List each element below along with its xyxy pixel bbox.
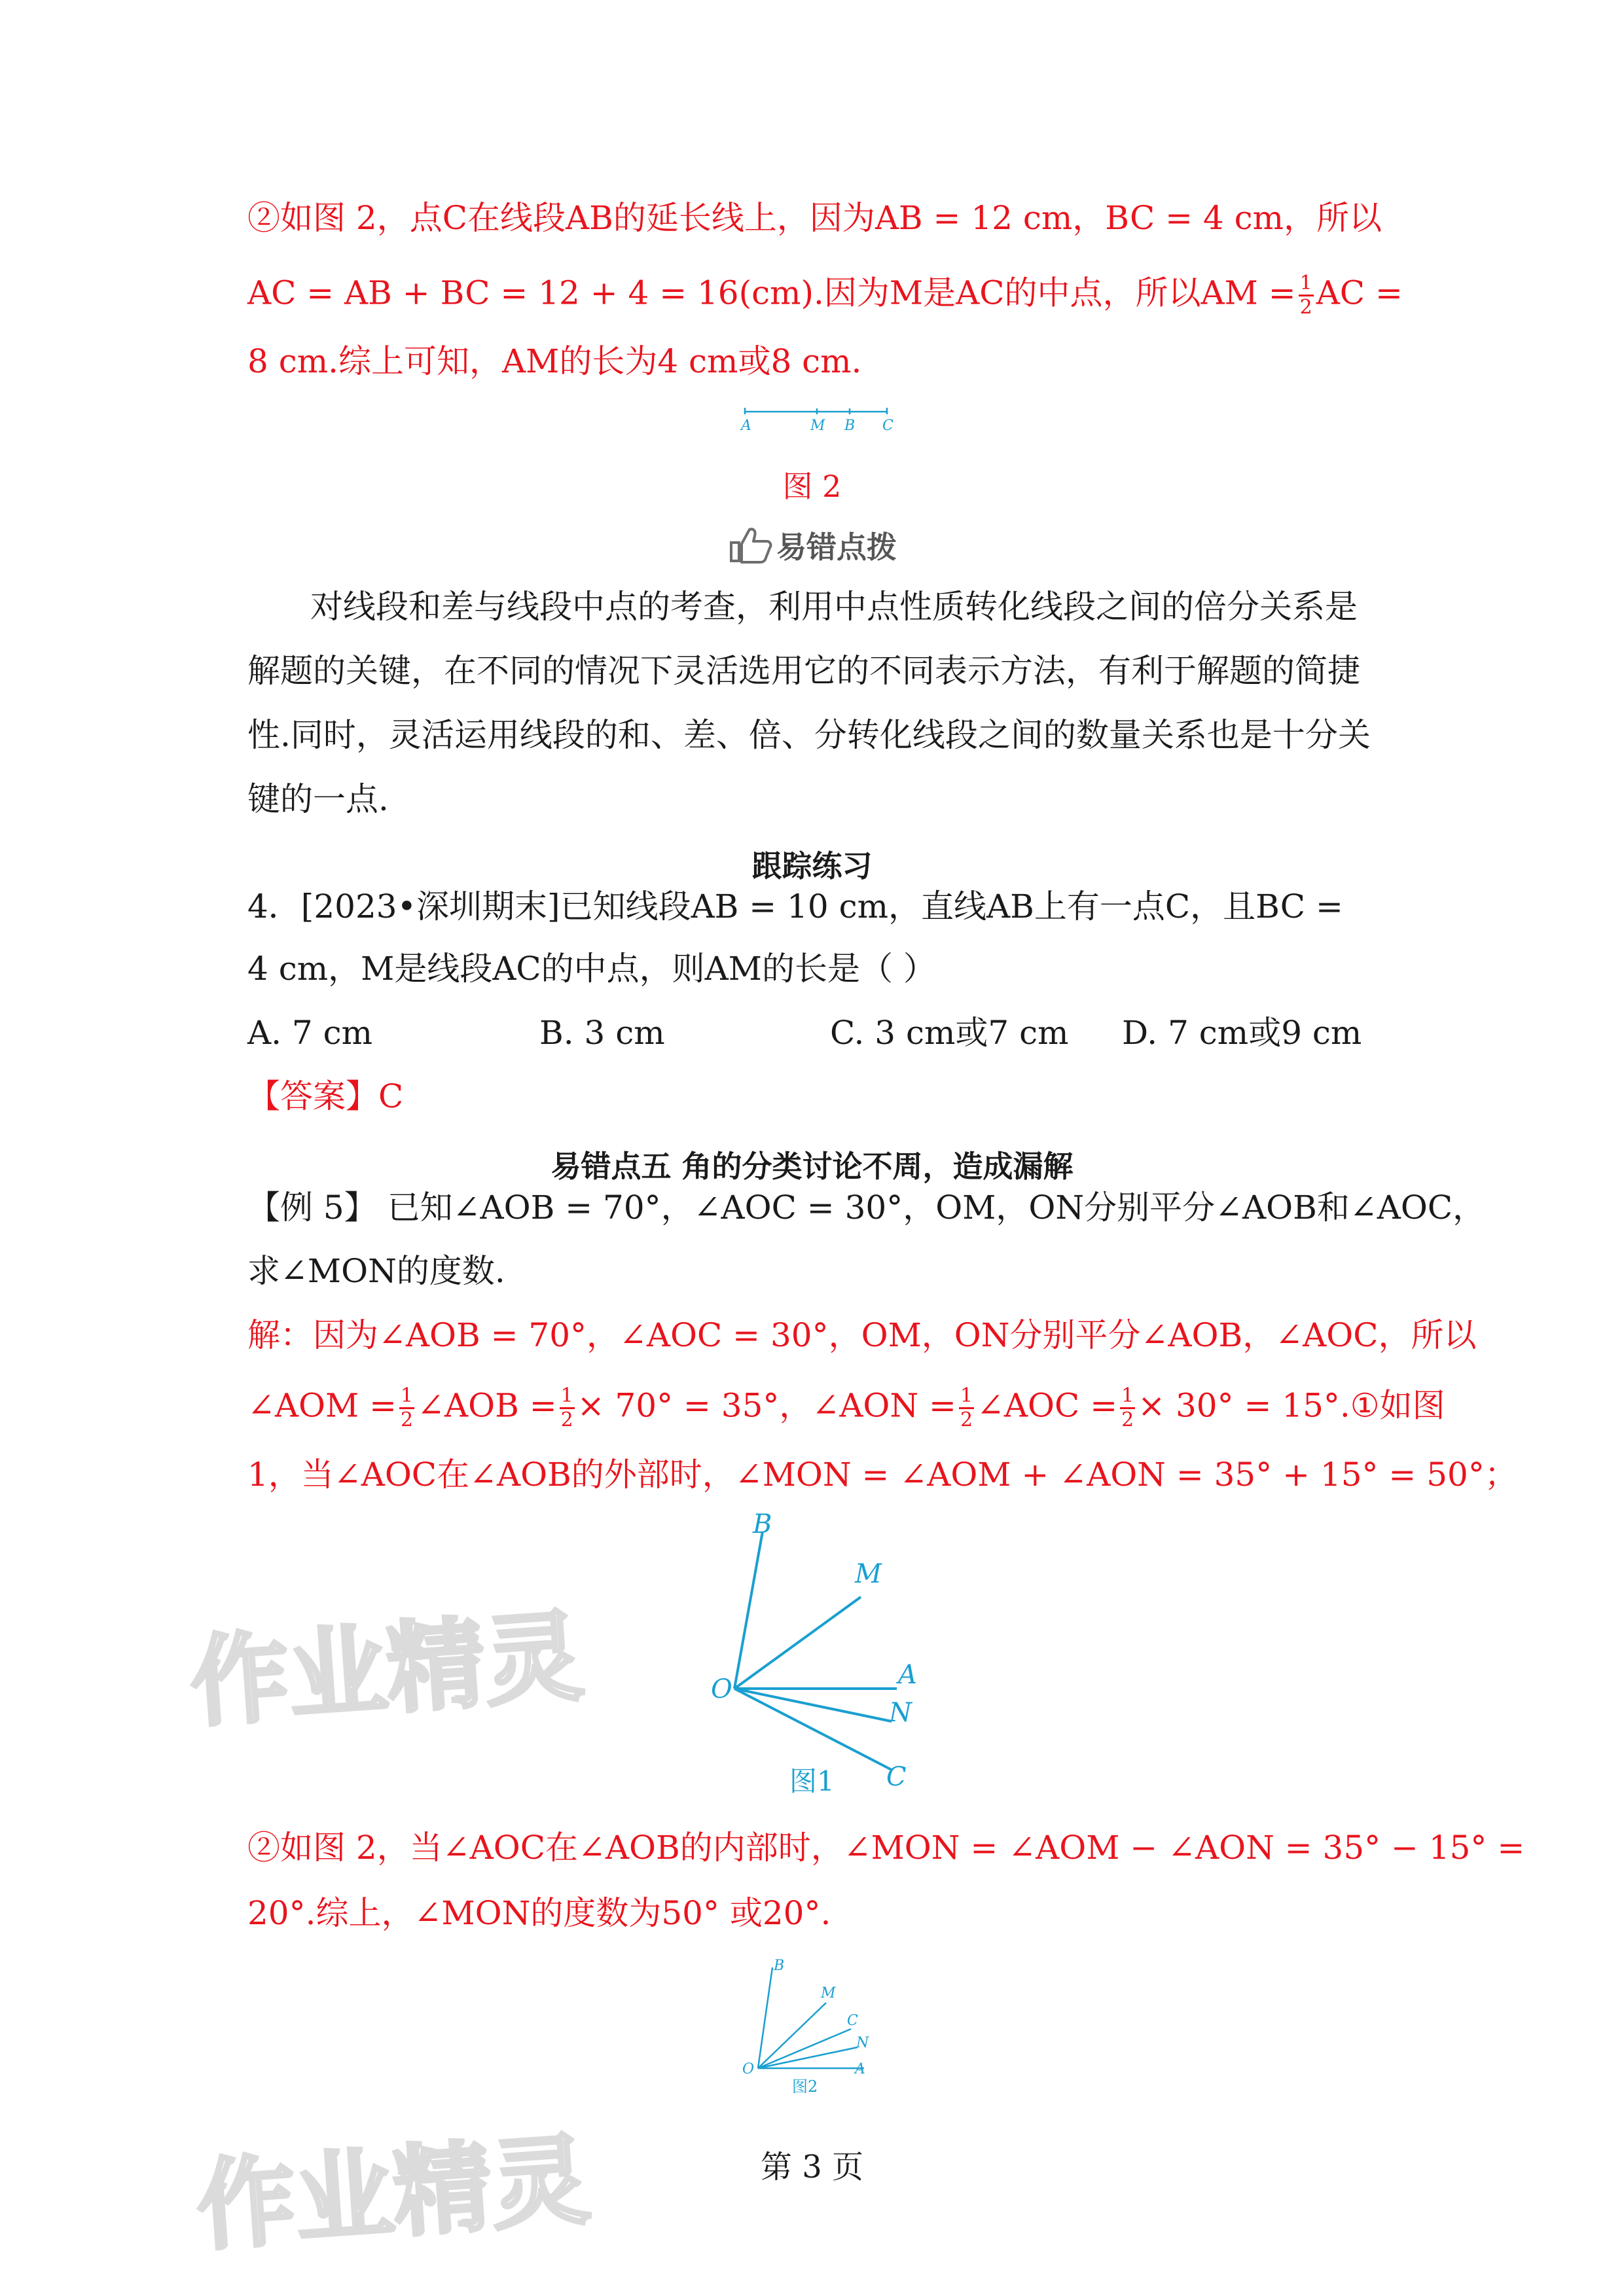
solution-line: 解：因为∠AOB = 70°，∠AOC = 30°，OM，ON分别平分∠AOB，∠AOC，所以 bbox=[247, 1316, 1477, 1354]
option-a: A. 7 cm bbox=[247, 1014, 373, 1052]
figure-caption: 图1 bbox=[789, 1765, 835, 1797]
point-label-n: N bbox=[889, 1698, 912, 1728]
solution-line: 20°.综上，∠MON的度数为50° 或20°. bbox=[247, 1894, 831, 1932]
point-label-b: B bbox=[844, 418, 856, 434]
tip-paragraph: 解题的关键，在不同的情况下灵活选用它的不同表示方法，有利于解题的简捷 bbox=[247, 652, 1360, 690]
solution-line bbox=[247, 274, 1403, 317]
example-line: 求∠MON的度数. bbox=[247, 1252, 505, 1290]
practice-heading: 跟踪练习 bbox=[751, 848, 873, 884]
solution-line: ②如图 2，当∠AOC在∠AOB的内部时，∠MON = ∠AOM − ∠AON = 35° − 15° = bbox=[247, 1829, 1525, 1867]
fraction: $\frac{1}{2}$ bbox=[960, 1384, 973, 1431]
angle-figure-2 bbox=[738, 1957, 882, 2101]
point-label-c: C bbox=[847, 2013, 858, 2029]
tip-title: 易错点拨 bbox=[776, 529, 897, 565]
point-label-m: M bbox=[810, 418, 825, 434]
figure-caption: 图2 bbox=[792, 2077, 818, 2096]
point-label-n: N bbox=[856, 2035, 869, 2051]
solution-line: 1，当∠AOC在∠AOB的外部时，∠MON = ∠AOM + ∠AON = 35° + 15° = 50°； bbox=[247, 1456, 1517, 1494]
point-label-c: C bbox=[886, 1762, 907, 1792]
fraction: $\frac{1}{2}$ bbox=[1299, 272, 1312, 319]
section-heading: 易错点五 角的分类讨论不周，造成漏解 bbox=[550, 1149, 1074, 1184]
option-b: B. 3 cm bbox=[539, 1014, 665, 1052]
point-label-b: B bbox=[774, 1958, 785, 1974]
solution-line: ②如图 2，点C在线段AB的延长线上，因为AB = 12 cm，BC = 4 cm，所以 bbox=[247, 199, 1382, 237]
tip-paragraph: 对线段和差与线段中点的考查，利用中点性质转化线段之间的倍分关系是 bbox=[310, 588, 1358, 626]
angle-figure-1 bbox=[700, 1505, 949, 1806]
point-label-o: O bbox=[742, 2061, 755, 2077]
solution-text: AC = AB + BC = 12 + 4 = 16(cm).因为M是AC的中点，所以AM = bbox=[247, 274, 1296, 312]
thumbs-up-icon bbox=[727, 526, 773, 565]
option-c: C. 3 cm或7 cm bbox=[830, 1014, 1069, 1052]
tip-paragraph: 键的一点. bbox=[247, 780, 389, 818]
point-label-m: M bbox=[821, 1985, 836, 2001]
point-label-m: M bbox=[855, 1559, 882, 1589]
question-line: 4．[2023•深圳期末]已知线段AB = 10 cm，直线AB上有一点C，且BC = bbox=[247, 888, 1343, 925]
point-label-a: A bbox=[741, 418, 751, 434]
answer-line: 【答案】C bbox=[247, 1077, 404, 1115]
point-label-a: A bbox=[898, 1660, 917, 1690]
page-number: 第 3 页 bbox=[760, 2149, 864, 2185]
tip-heading bbox=[0, 524, 1624, 567]
point-label-c: C bbox=[882, 418, 893, 434]
question-line: 4 cm，M是线段AC的中点，则AM的长是（ ） bbox=[247, 950, 936, 988]
watermark: 作业精灵 bbox=[193, 2123, 594, 2265]
point-label-a: A bbox=[855, 2061, 865, 2077]
solution-line: ∠AOM = $\frac{1}{2}$ ∠AOB = $\frac{1}{2}$ × 70° = 35°，∠AON = $\frac{1}{2}$ ∠AOC = $\frac{1}{2}$ × 30° = 15°.①如图 bbox=[247, 1384, 1445, 1431]
watermark: 作业精灵 bbox=[187, 1600, 587, 1741]
solution-text: AC = bbox=[1316, 274, 1403, 312]
point-label-b: B bbox=[753, 1509, 772, 1539]
figure-caption: 图 2 bbox=[782, 469, 842, 504]
example-line: 【例 5】 已知∠AOB = 70°，∠AOC = 30°，OM，ON分别平分∠AOB和∠AOC， bbox=[247, 1189, 1486, 1227]
fraction: $\frac{1}{2}$ bbox=[400, 1384, 414, 1431]
solution-line: 8 cm.综上可知，AM的长为4 cm或8 cm. bbox=[247, 342, 862, 380]
option-d: D. 7 cm或9 cm bbox=[1122, 1014, 1362, 1052]
point-label-o: O bbox=[711, 1674, 732, 1704]
tip-paragraph: 性.同时，灵活运用线段的和、差、倍、分转化线段之间的数量关系也是十分关 bbox=[247, 716, 1371, 754]
segment-figure bbox=[740, 403, 897, 442]
fraction: $\frac{1}{2}$ bbox=[560, 1384, 573, 1431]
fraction: $\frac{1}{2}$ bbox=[1121, 1384, 1134, 1431]
